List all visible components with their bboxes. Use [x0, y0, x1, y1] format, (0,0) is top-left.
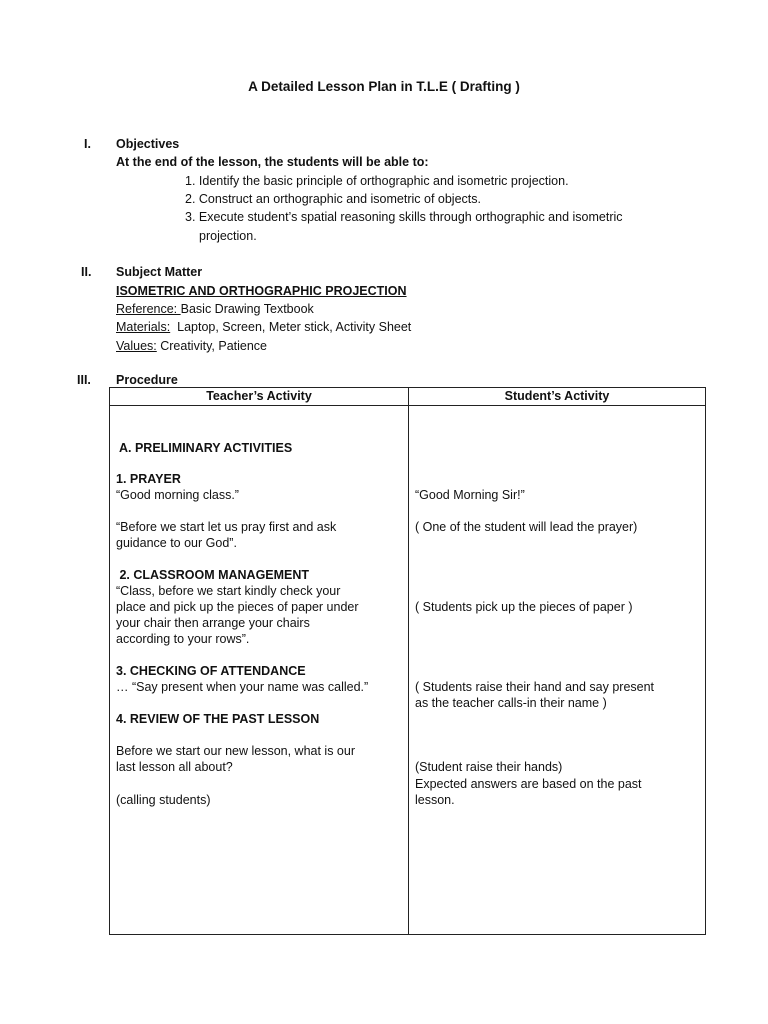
student-line: (Student raise their hands) [415, 760, 563, 774]
teacher-line: (calling students) [116, 793, 211, 807]
materials-label: Materials: [116, 320, 171, 334]
review-heading: 4. REVIEW OF THE PAST LESSON [116, 712, 320, 726]
teacher-line: according to your rows”. [116, 632, 250, 646]
procedure-heading: Procedure [116, 373, 178, 387]
student-line: lesson. [415, 793, 455, 807]
reference-line [116, 300, 314, 318]
objective-item: 2. Construct an orthographic and isometric of objects. [185, 192, 481, 206]
preliminary-activities-heading: A. PRELIMINARY ACTIVITIES [119, 441, 293, 455]
values-value: Creativity, Patience [156, 339, 267, 353]
document-title: A Detailed Lesson Plan in T.L.E ( Drafting ) [248, 79, 520, 94]
student-line: “Good Morning Sir!” [415, 488, 525, 502]
objective-item: 1. Identify the basic principle of orthographic and isometric projection. [185, 174, 569, 188]
student-line: as the teacher calls-in their name ) [415, 696, 607, 710]
student-line: ( One of the student will lead the prayer) [415, 520, 638, 534]
values-label: Values: [116, 339, 157, 353]
teacher-line: guidance to our God”. [116, 536, 237, 550]
materials-line [116, 318, 411, 336]
reference-value: Basic Drawing Textbook [180, 302, 314, 316]
subject-matter-heading: Subject Matter [116, 265, 203, 279]
teacher-line: “Class, before we start kindly check your [116, 584, 341, 598]
subject-matter-numeral: II. [81, 265, 92, 279]
teacher-line: last lesson all about? [116, 760, 233, 774]
teacher-line: your chair then arrange your chairs [116, 616, 310, 630]
teacher-activity-header: Teacher’s Activity [110, 388, 409, 406]
objective-item: 3. Execute student’s spatial reasoning skills through orthographic and isometric [185, 210, 623, 224]
objective-item-continuation: projection. [199, 229, 257, 243]
procedure-numeral: III. [77, 373, 91, 387]
teacher-activity-cell [110, 406, 409, 935]
objectives-intro: At the end of the lesson, the students will be able to: [116, 155, 429, 169]
teacher-line: … “Say present when your name was called.” [116, 680, 369, 694]
reference-label: Reference: [116, 302, 181, 316]
prayer-heading: 1. PRAYER [116, 472, 181, 486]
procedure-table-header-row [110, 388, 706, 406]
classroom-management-heading: 2. CLASSROOM MANAGEMENT [116, 568, 310, 582]
student-line: ( Students pick up the pieces of paper ) [415, 600, 633, 614]
student-activity-header: Student’s Activity [409, 388, 706, 406]
procedure-table [109, 387, 706, 935]
teacher-line: “Before we start let us pray first and ask [116, 520, 337, 534]
teacher-line: “Good morning class.” [116, 488, 239, 502]
materials-value: Laptop, Screen, Meter stick, Activity Sheet [170, 320, 412, 334]
teacher-line: Before we start our new lesson, what is our [116, 744, 356, 758]
values-line [116, 337, 267, 355]
objectives-numeral: I. [84, 137, 91, 151]
objectives-heading: Objectives [116, 137, 180, 151]
procedure-table-body-row [110, 406, 706, 935]
teacher-line: place and pick up the pieces of paper under [116, 600, 359, 614]
attendance-heading: 3. CHECKING OF ATTENDANCE [116, 664, 306, 678]
student-activity-cell [409, 406, 706, 935]
student-line: Expected answers are based on the past [415, 777, 642, 791]
student-line: ( Students raise their hand and say present [415, 680, 655, 694]
subject-topic: ISOMETRIC AND ORTHOGRAPHIC PROJECTION [116, 284, 407, 298]
